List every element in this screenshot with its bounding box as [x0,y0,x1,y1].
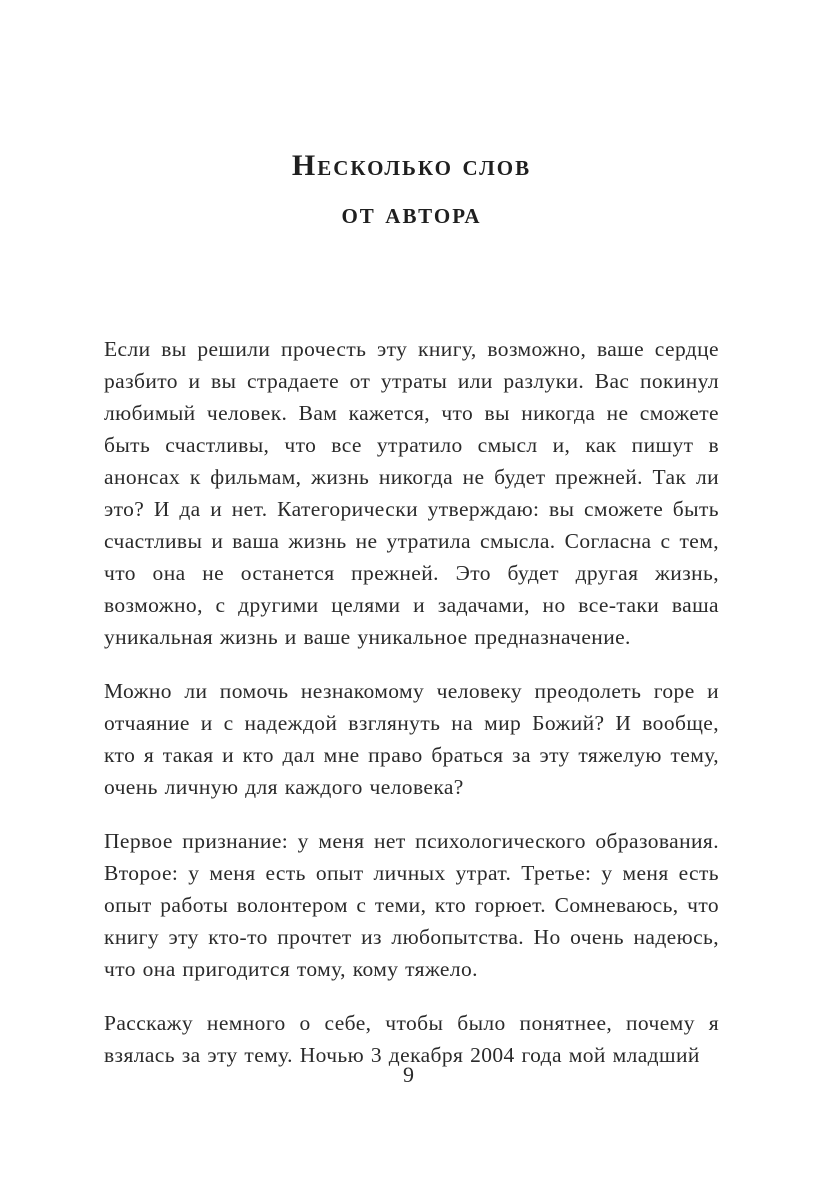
paragraph: Если вы решили прочесть эту книгу, возможно, ваше сердце разбито и вы страдаете от утраты или разлуки. Вас покинул любимый человек. Вам кажется, что вы никогда не сможете быть счастливы, что все утратило смысл и, как пишут в анонсах к фильмам, жизнь никогда не будет прежней. Так ли это? И да и нет. Категорически утверждаю: вы сможете быть счастливы и ваша жизнь не утратила смысла. Согласна с тем, что она не останется прежней. Это будет другая жизнь, возможно, с другими целями и задачами, но все-таки ваша уникальная жизнь и ваше уникальное предназначение. [104,337,719,649]
paragraph: Можно ли помочь незнакомому человеку преодолеть горе и отчаяние и с надеждой взглянуть на мир Божий? И вообще, кто я такая и кто дал мне право браться за эту тяжелую тему, очень личную для каждого человека? [104,679,719,799]
body-text [104,333,719,1071]
paragraph: Первое признание: у меня нет психологического образования. Второе: у меня есть опыт личных утрат. Третье: у меня есть опыт работы волонтером с теми, кто горюет. Сомневаюсь, что книгу эту кто-то прочтет из любопытства. Но очень надеюсь, что она пригодится тому, кому тяжело. [104,829,719,981]
paragraph: Расскажу немного о себе, чтобы было понятнее, почему я взялась за эту тему. Ночью 3 декабря 2004 года мой младший [104,1011,719,1067]
page-content [104,0,719,1093]
chapter-title [104,142,719,238]
page-number: 9 [403,1062,414,1087]
chapter-title-line-2: от автора [341,197,482,230]
chapter-title-line-1: Несколько слов [291,149,532,182]
